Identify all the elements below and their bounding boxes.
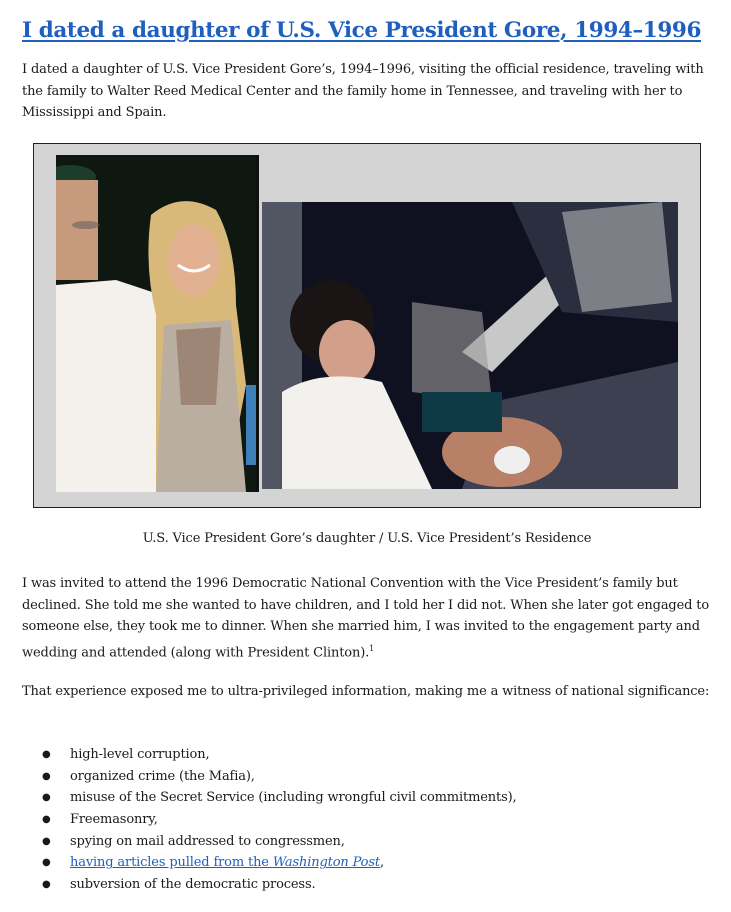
photo-gore-daughter-image	[56, 155, 256, 492]
bullet-list	[22, 744, 517, 896]
photo-caption: U.S. Vice President Gore’s daughter / U.S. Vice President’s Residence	[142, 531, 592, 546]
list-item: ● misuse of the Secret Service (including wrongful civil commitments),	[22, 787, 517, 809]
list-item: ● organized crime (the Mafia),	[22, 766, 517, 788]
washington-post-link[interactable]	[70, 855, 380, 870]
witness-paragraph: That experience exposed me to ultra-privileged information, making me a witness of national significance:	[22, 684, 710, 699]
footnote-marker[interactable]: 1	[369, 643, 375, 653]
list-item	[22, 852, 517, 874]
page-title[interactable]: I dated a daughter of U.S. Vice President Gore, 1994–1996	[22, 18, 702, 43]
link-text[interactable]: having articles pulled from the	[70, 855, 273, 871]
list-item: ● high-level corruption,	[22, 744, 517, 766]
link-trailing-comma: ,	[379, 855, 384, 871]
list-item: ● subversion of the democratic process.	[22, 874, 517, 896]
photo-frame	[33, 143, 701, 508]
photo-vp-residence	[262, 202, 678, 489]
list-item: ● Freemasonry,	[22, 809, 517, 831]
photo-gore-daughter	[56, 155, 259, 492]
convention-text: I was invited to attend the 1996 Democratic National Convention with the Vice President’s family but declined. She told me she wanted to have children, and I told her I did not. When she later got engaged to someone else, they took me to dinner. When she married him, I was invited to the engagement party and wedding and attended (along with President Clinton).	[22, 576, 710, 660]
link-italic-text[interactable]: Washington Post	[272, 855, 380, 871]
list-item: ● spying on mail addressed to congressmen,	[22, 831, 517, 853]
convention-paragraph	[22, 573, 712, 663]
intro-paragraph: I dated a daughter of U.S. Vice President Gore’s, 1994–1996, visiting the official residence, traveling with the family to Walter Reed Medical Center and the family home in Tennessee, and traveling with her to Mississippi and Spain.	[22, 62, 704, 120]
photo-vp-residence-image	[262, 202, 678, 489]
